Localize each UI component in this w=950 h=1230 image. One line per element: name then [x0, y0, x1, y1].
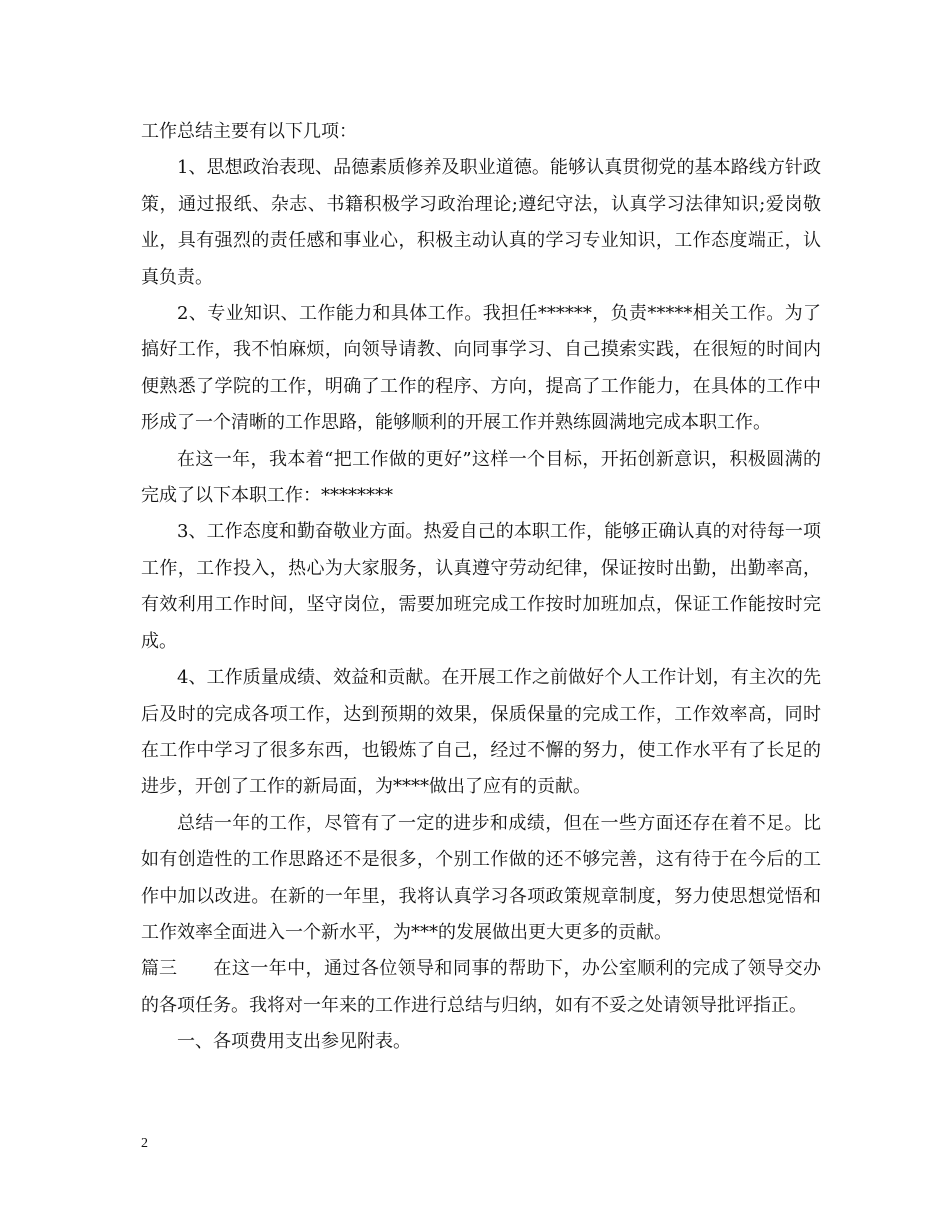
paragraph-intro — [141, 114, 821, 150]
paragraph-text: 3、工作态度和勤奋敬业方面。热爱自己的本职工作，能够正确认真的对待每一项工作，工作投入，热心为大家服务，认真遵守劳动纪律，保证按时出勤，出勤率高，有效利用工作时间，坚守岗位，需要加班完成工作按时加班加点，保证工作能按时完成。 — [141, 521, 821, 652]
paragraph-expenses — [141, 1024, 821, 1060]
paragraph-item-4 — [141, 660, 821, 806]
paragraph-text: 1、思想政治表现、品德素质修养及职业道德。能够认真贯彻党的基本路线方针政策，通过报纸、杂志、书籍积极学习政治理论;遵纪守法，认真学习法律知识;爱岗敬业，具有强烈的责任感和事业心，积极主动认真的学习专业知识，工作态度端正，认真负责。 — [141, 157, 821, 288]
document-page — [141, 114, 821, 1061]
paragraph-item-3 — [141, 514, 821, 660]
paragraph-chapter-three — [141, 951, 821, 1024]
paragraph-text: 总结一年的工作，尽管有了一定的进步和成绩，但在一些方面还存在着不足。比如有创造性的工作思路还不是很多，个别工作做的还不够完善，这有待于在今后的工作中加以改进。在新的一年里，我将认真学习各项政策规章制度，努力使思想觉悟和工作效率全面进入一个新水平，为***的发展做出更大更多的贡献。 — [141, 812, 821, 943]
paragraph-this-year — [141, 442, 821, 515]
paragraph-text: 在这一年，我本着“把工作做的更好”这样一个目标，开拓创新意识，积极圆满的完成了以下本职工作：******** — [141, 448, 821, 507]
section-label: 篇三 — [141, 958, 177, 980]
paragraph-item-1 — [141, 150, 821, 296]
paragraph-text: 一、各项费用支出参见附表。 — [177, 1031, 411, 1053]
paragraph-text: 工作总结主要有以下几项： — [141, 121, 357, 142]
page-number: 2 — [141, 1136, 148, 1151]
paragraph-text: 2、专业知识、工作能力和具体工作。我担任******，负责*****相关工作。为了搞好工作，我不怕麻烦，向领导请教、向同事学习、自己摸索实践，在很短的时间内便熟悉了学院的工作，明确了工作的程序、方向，提高了工作能力，在具体的工作中形成了一个清晰的工作思路，能够顺利的开展工作并熟练圆满地完成本职工作。 — [141, 303, 821, 434]
paragraph-summary — [141, 806, 821, 952]
paragraph-text: 4、工作质量成绩、效益和贡献。在开展工作之前做好个人工作计划，有主次的先后及时的完成各项工作，达到预期的效果，保质保量的完成工作，工作效率高，同时在工作中学习了很多东西，也锻炼了自己，经过不懈的努力，使工作水平有了长足的进步，开创了工作的新局面，为****做出了应有的贡献。 — [141, 667, 821, 798]
paragraph-item-2 — [141, 296, 821, 442]
paragraph-text: 在这一年中，通过各位领导和同事的帮助下，办公室顺利的完成了领导交办的各项任务。我将对一年来的工作进行总结与归纳，如有不妥之处请领导批评指正。 — [141, 958, 821, 1016]
